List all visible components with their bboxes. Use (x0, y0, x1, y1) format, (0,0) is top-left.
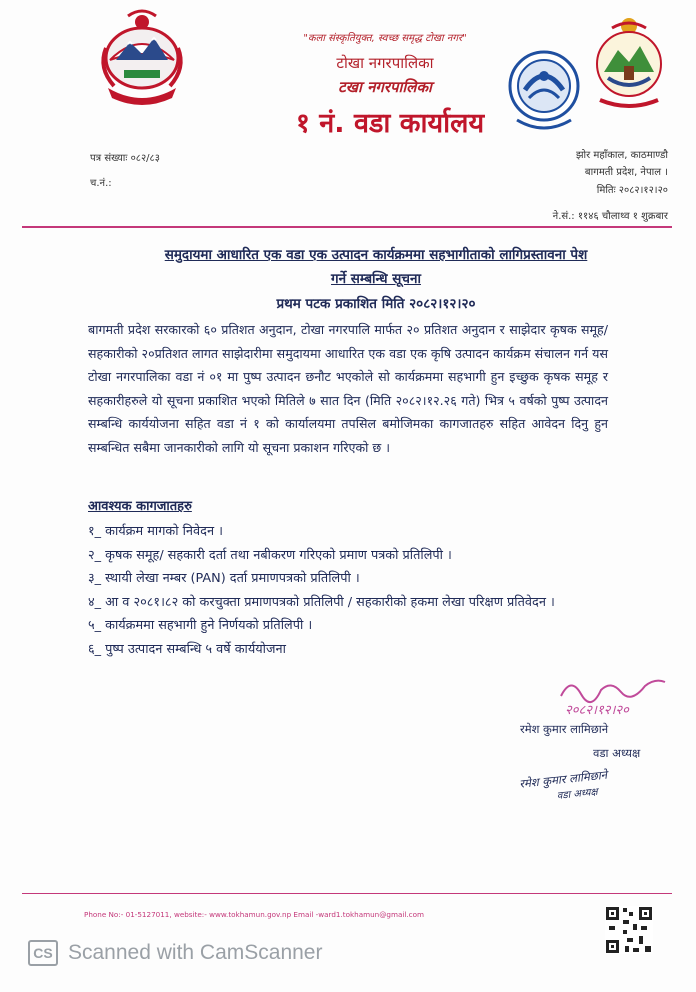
municipality-seal-icon (503, 46, 585, 136)
signatory-name: रमेश कुमार लामिछाने (520, 722, 609, 736)
document-item: २_ कृषक समूह/ सहकारी दर्ता तथा नबीकरण गरिएको प्रमाण पत्रको प्रतिलिपी । (88, 547, 452, 563)
header-divider (22, 226, 672, 228)
ward-office-title: १ नं. वडा कार्यालय (295, 108, 485, 139)
document-item: ६_ पुष्प उत्पादन सम्बन्धि ५ वर्षे कार्ययोजना (88, 641, 286, 657)
notice-body: बागमती प्रदेश सरकारको ६० प्रतिशत अनुदान, टोखा नगरपालि मार्फत २० प्रतिशत अनुदान र साझेदार कृषक समूह/ सहकारीको २०प्रतिशत लागत साझेदारीमा समुदायमा आधारित एक वडा एक कृषि उत्पादन कार्यक्रम संचालन गर्न यस टोखा नगरपालिका वडा नं ०१ मा पुष्प उत्पादन छनौट भएकोले सो कार्यक्रममा सहभागी हुन इच्छुक कृषक समूह र सहकारीहरुले यो सूचना प्रकाशित भएको मितिले ७ सात दिन (मिति २०८२।१२.२६ गते) भित्र ५ वर्षको पुष्प उत्पादन सम्बन्धि कार्ययोजना सहित वडा नं १ को कार्यालयमा तपसिल बमोजिमका कागजातहरु सहित आवेदन दिनु हुन सम्बन्धित सबैमा जानकारीको लागि यो सूचना प्रकाशन गरिएको छ । (88, 322, 608, 455)
nepal-sambat-date: ने.सं.: ११४६ चौलाथ्व १ शुक्रबार (552, 211, 668, 222)
required-documents-list (88, 520, 618, 661)
dispatch-number: च.नं.: (90, 178, 112, 189)
qr-code-icon (605, 906, 653, 954)
camscanner-text: Scanned with CamScanner (68, 941, 323, 964)
office-address-line1: झोर महाँकाल, काठमाण्डौ (575, 150, 668, 161)
footer-contact: Phone No:- 01-5127011, website:- www.tokhamun.gov.np Email -ward1.tokhamun@gmail.com (84, 910, 425, 919)
nepal-emblem-icon (88, 8, 196, 110)
office-address-line2: बागमती प्रदेश, नेपाल । (584, 167, 668, 178)
first-published-date: प्रथम पटक प्रकाशित मिति २०८२।१२।२० (276, 296, 476, 312)
name-stamp (519, 763, 652, 810)
subject-line-1: समुदायमा आधारित एक वडा एक उत्पादन कार्यक्रममा सहभागीताको लागिप्रस्तावना पेश (164, 247, 588, 263)
camscanner-watermark (28, 937, 322, 969)
camscanner-logo-icon: CS (28, 940, 58, 966)
letter-reference-number: पत्र संख्याः ०८२/८३ (90, 153, 160, 164)
signatory-title: वडा अध्यक्ष (593, 746, 641, 760)
letter-date: मितिः २०८२।१२।२० (596, 185, 668, 196)
required-documents-heading: आवश्यक कागजातहरु (88, 499, 192, 514)
signature-date: २०८२।१२।२० (565, 703, 629, 718)
notice-subject (96, 243, 656, 291)
document-item: ३_ स्थायी लेखा नम्बर (PAN) दर्ता प्रमाणपत्रको प्रतिलिपी । (88, 571, 360, 586)
stamp-title: वडा अध्यक्ष (556, 786, 599, 802)
stamp-name: रमेश कुमार लामिछाने (518, 767, 608, 791)
document-item: ५_ कार्यक्रममा सहभागी हुने निर्णयको प्रतिलिपी । (88, 618, 313, 633)
document-item: ४_ आ व २०८१।८२ को करचुक्ता प्रमाणपत्रको प्रतिलिपी / सहकारीको हकमा लेखा परिक्षण प्रतिवेदन । (88, 594, 555, 610)
municipality-motto: "कला संस्कृतियुक्त, स्वच्छ समृद्ध टोखा नगर" (303, 33, 467, 44)
footer-divider (22, 893, 672, 894)
subject-line-2: गर्ने सम्बन्धि सूचना (331, 271, 421, 287)
municipality-name-newari: टखा नगरपालिका (338, 78, 432, 96)
municipality-name: टोखा नगरपालिका (336, 54, 434, 72)
handwritten-signature (555, 670, 673, 718)
tokha-logo-icon (590, 16, 668, 110)
document-item: १_ कार्यक्रम मागको निवेदन । (88, 524, 223, 539)
